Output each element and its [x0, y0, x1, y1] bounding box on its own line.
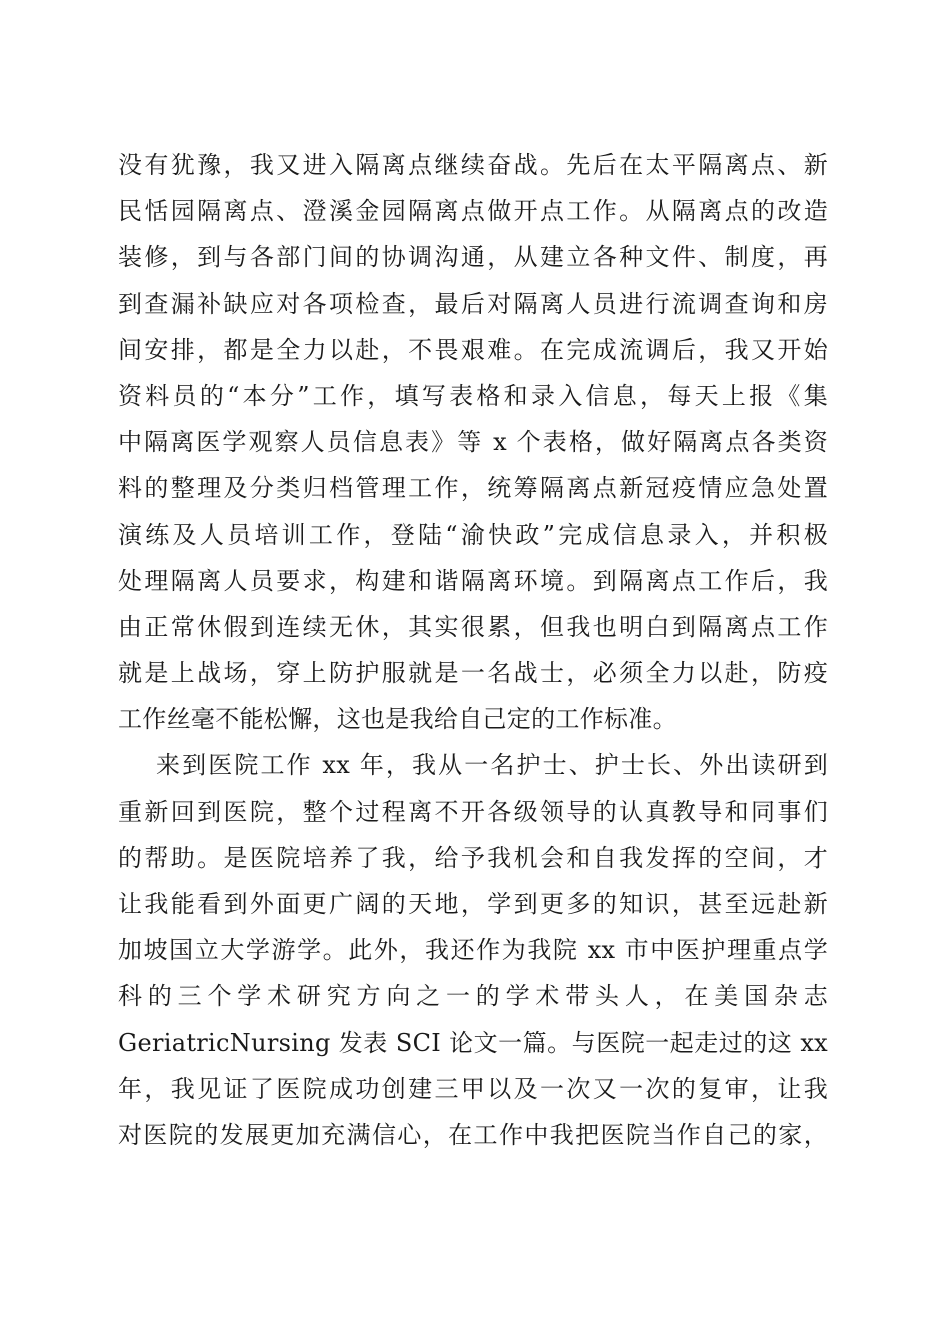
text-line: 由正常休假到连续无休，其实很累，但我也明白到隔离点工作 — [118, 612, 828, 641]
text-line: 间安排，都是全力以赴，不畏艰难。在完成流调后，我又开始 — [118, 335, 828, 364]
text-line: GeriatricNursing 发表 SCI 论文一篇。与医院一起走过的这 xx — [118, 1028, 828, 1057]
text-line: 科的三个学术研究方向之一的学术带头人，在美国杂志 — [118, 982, 828, 1011]
text-line: 演练及人员培训工作，登陆“渝快政”完成信息录入，并积极 — [118, 520, 828, 549]
text-line: 年，我见证了医院成功创建三甲以及一次又一次的复审，让我 — [118, 1074, 828, 1103]
text-line: 料的整理及分类归档管理工作，统筹隔离点新冠疫情应急处置 — [118, 474, 828, 503]
text-line: 处理隔离人员要求，构建和谐隔离环境。到隔离点工作后，我 — [118, 566, 828, 595]
text-line: 的帮助。是医院培养了我，给予我机会和自我发挥的空间，才 — [118, 843, 828, 872]
text-line: 到查漏补缺应对各项检查，最后对隔离人员进行流调查询和房 — [118, 289, 828, 318]
text-line: 对医院的发展更加充满信心，在工作中我把医院当作自己的家， — [118, 1120, 828, 1149]
text-line: 加坡国立大学游学。此外，我还作为我院 xx 市中医护理重点学 — [118, 936, 828, 965]
text-line: 工作丝毫不能松懈，这也是我给自己定的工作标准。 — [118, 705, 677, 734]
text-line: 就是上战场，穿上防护服就是一名战士，必须全力以赴，防疫 — [118, 659, 828, 688]
document-body — [118, 142, 828, 1158]
paragraph-first-line: 来到医院工作 xx 年，我从一名护士、护士长、外出读研到 — [156, 751, 828, 780]
text-line: 中隔离医学观察人员信息表》等 x 个表格，做好隔离点各类资 — [118, 428, 828, 457]
text-line: 重新回到医院，整个过程离不开各级领导的认真教导和同事们 — [118, 797, 828, 826]
text-line: 民恬园隔离点、澄溪金园隔离点做开点工作。从隔离点的改造 — [118, 197, 828, 226]
text-line: 资料员的“本分”工作，填写表格和录入信息，每天上报《集 — [118, 381, 828, 410]
text-line: 让我能看到外面更广阔的天地，学到更多的知识，甚至远赴新 — [118, 890, 828, 918]
text-line: 没有犹豫，我又进入隔离点继续奋战。先后在太平隔离点、新 — [118, 151, 828, 179]
text-line: 装修，到与各部门间的协调沟通，从建立各种文件、制度，再 — [118, 243, 828, 272]
